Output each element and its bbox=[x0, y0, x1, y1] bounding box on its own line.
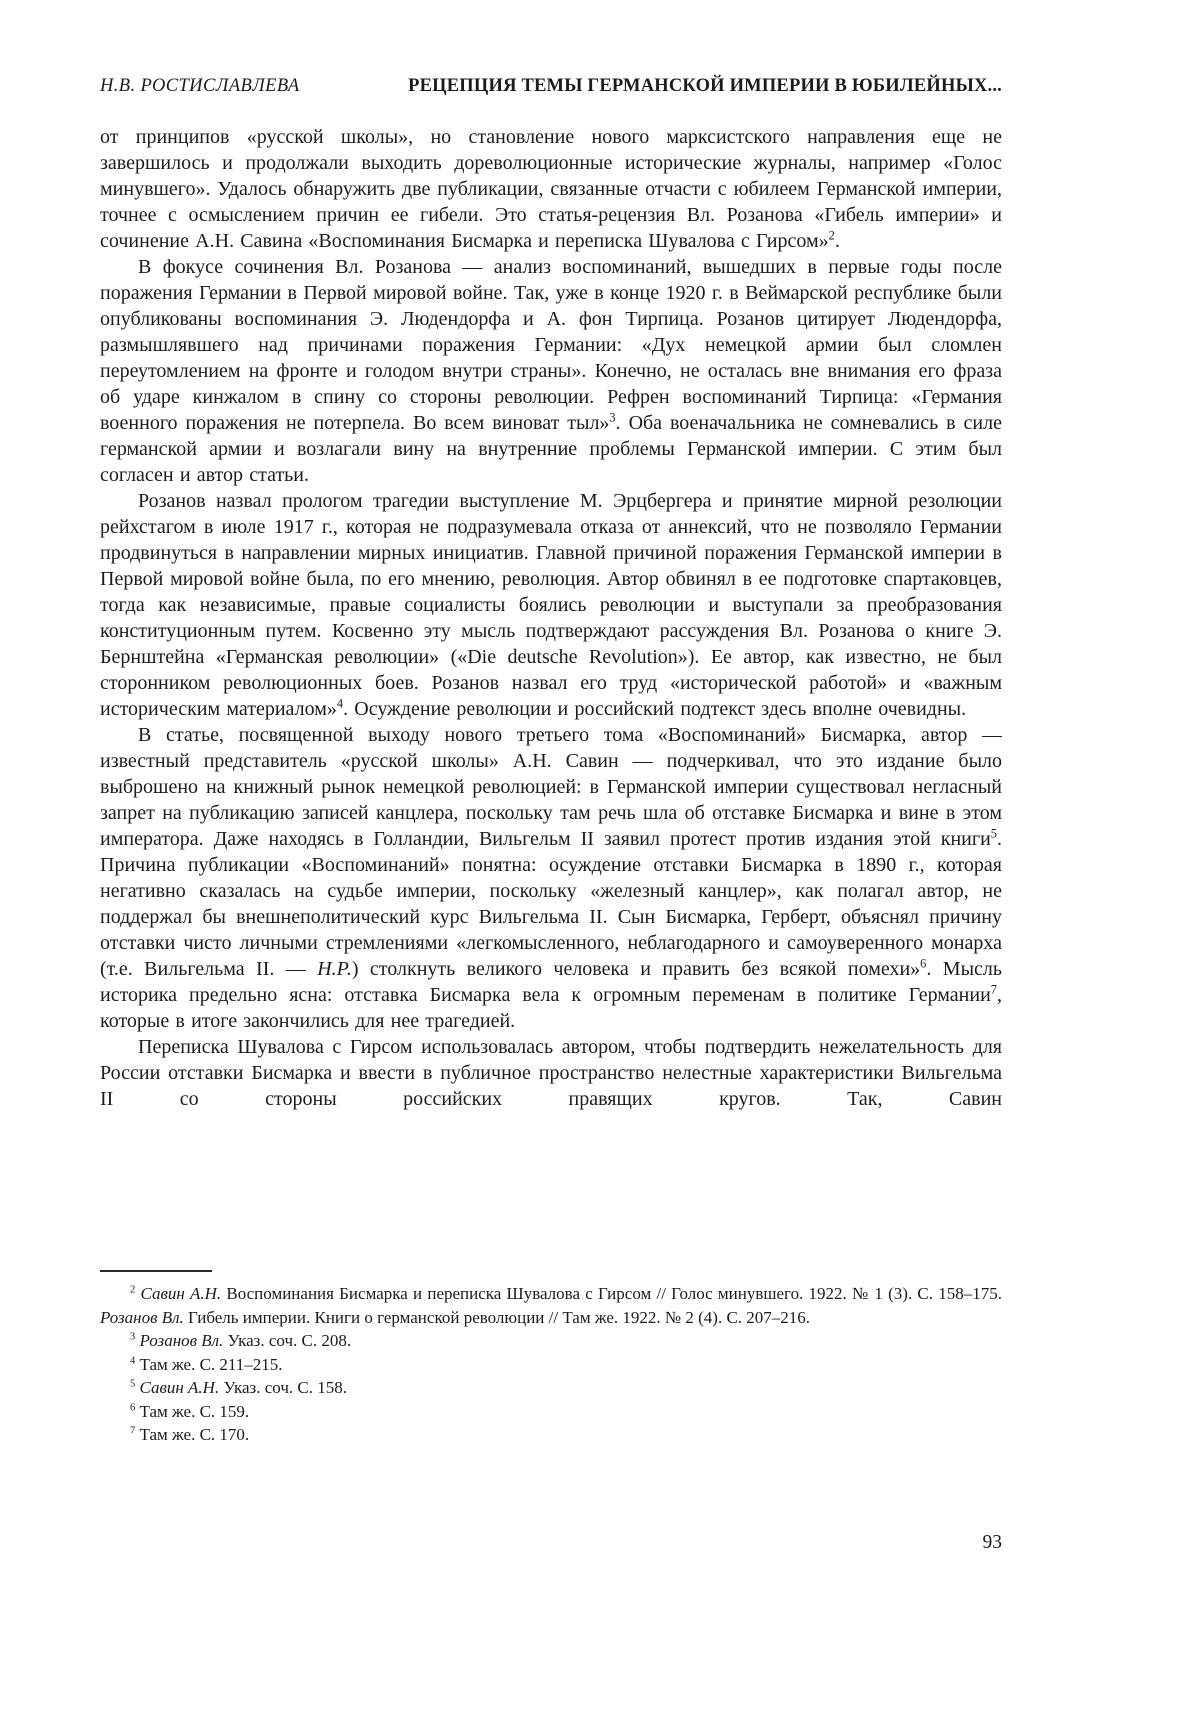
footnote: $^7$ Там же. С. 170. bbox=[130, 1425, 250, 1444]
footnotes-section bbox=[100, 1282, 1002, 1447]
footnote: $^2$ Савин А.Н. Воспоминания Бисмарка и переписка Шувалова с Гирсом // Голос минувшего. 1922. № 1 (3). С. 158–175. Розанов Вл. Гибель империи. Книги о германской революции // Там же. 1922. № 2 (4). С. 207–216. bbox=[100, 1284, 1002, 1327]
footnote: $^4$ Там же. С. 211–215. bbox=[130, 1354, 283, 1374]
paragraph: Переписка Шувалова с Гирсом использовалась автором, чтобы подтвердить нежелательность для России отставки Бисмарка и ввести в публичное пространство нелестные характеристики Вильгельма II со стороны российских правящих кругов. Так, Савин bbox=[100, 1036, 1002, 1110]
header-author-name: Н.В. РОСТИСЛАВЛЕВА bbox=[100, 76, 300, 96]
running-header bbox=[100, 74, 1002, 98]
paragraph: от принципов «русской школы», но становление нового марксистского направления еще не завершилось и продолжали выходить дореволюционные исторические журналы, например «Голос минувшего». Удалось обнаружить две публикации, связанные отчасти с юбилеем Германской империи, точнее с осмыслением причин ее гибели. Это статья-рецензия Вл. Розанова «Гибель империи» и сочинение А.Н. Савина «Воспоминания Бисмарка и переписка Шувалова с Гирсом»$^2$. bbox=[100, 126, 1002, 252]
footnote-separator-rule bbox=[100, 1270, 212, 1272]
paragraph: В статье, посвященной выходу нового третьего тома «Воспоминаний» Бисмарка, автор — известный представитель «русской школы» А.Н. Савин — подчеркивал, что это издание было выброшено на книжный рынок немецкой революцией: в Германской империи существовал негласный запрет на публикацию записей канцлера, поскольку там речь шла об отставке Бисмарка и вине в этом императора. Даже находясь в Голландии, Вильгельм II заявил протест против издания этой книги$^5$. Причина публикации «Воспоминаний» понятна: осуждение отставки Бисмарка в 1890 г., которая негативно сказалась на судьбе империи, поскольку «железный канцлер», как полагал автор, не поддержал бы внешнеполитический курс Вильгельма II. Сын Бисмарка, Герберт, объяснял причину отставки чисто личными стремлениями «легкомысленного, неблагодарного и самоуверенного монарха (т.е. Вильгельма II. — Н.Р.) столкнуть великого человека и править без всякой помехи»$^6$. Мысль историка предельно ясна: отставка Бисмарка вела к огромным переменам в политике Германии$^7$, которые в итоге закончились для нее трагедией. bbox=[100, 724, 1002, 1032]
footnote: $^3$ Розанов Вл. Указ. соч. С. 208. bbox=[130, 1331, 352, 1350]
footnote: $^5$ Савин А.Н. Указ. соч. С. 158. bbox=[130, 1378, 348, 1397]
body-text bbox=[100, 124, 1002, 1112]
footnote: $^6$ Там же. С. 159. bbox=[130, 1401, 250, 1421]
header-article-title: РЕЦЕПЦИЯ ТЕМЫ ГЕРМАНСКОЙ ИМПЕРИИ В ЮБИЛЕЙНЫХ... bbox=[408, 76, 1002, 96]
footnote-block bbox=[100, 1270, 1002, 1447]
paragraph: В фокусе сочинения Вл. Розанова — анализ воспоминаний, вышедших в первые годы после поражения Германии в Первой мировой войне. Так, уже в конце 1920 г. в Веймарской республике были опубликованы воспоминания Э. Людендорфа и А. фон Тирпица. Розанов цитирует Людендорфа, размышлявшего над причинами поражения Германии: «Дух немецкой армии был сломлен переутомлением на фронте и голодом внутри страны». Конечно, не осталась вне внимания его фраза об ударе кинжалом в спину со стороны революции. Рефрен воспоминаний Тирпица: «Германия военного поражения не потерпела. Во всем виноват тыл»$^3$. Оба военачальника не сомневались в силе германской армии и возлагали вину на внутренние проблемы Германской империи. С этим был согласен и автор статьи. bbox=[100, 256, 1002, 486]
paragraph: Розанов назвал прологом трагедии выступление М. Эрцбергера и принятие мирной резолюции рейхстагом в июле 1917 г., которая не подразумевала отказа от аннексий, что не позволяло Германии продвинуться в направлении мирных инициатив. Главной причиной поражения Германской империи в Первой мировой войне была, по его мнению, революция. Автор обвинял в ее подготовке спартаковцев, тогда как независимые, правые социалисты боялись революции и выступали за преобразования конституционным путем. Косвенно эту мысль подтверждают рассуждения Вл. Розанова о книге Э. Бернштейна «Германская революции» («Die deutsche Revolution»). Ее автор, как известно, не был сторонником революционных боев. Розанов назвал его труд «исторической работой» и «важным историческим материалом»$^4$. Осуждение революции и российский подтекст здесь вполне очевидны. bbox=[100, 490, 1002, 720]
page-number: 93 bbox=[982, 1532, 1002, 1553]
document-page bbox=[100, 74, 1002, 1719]
